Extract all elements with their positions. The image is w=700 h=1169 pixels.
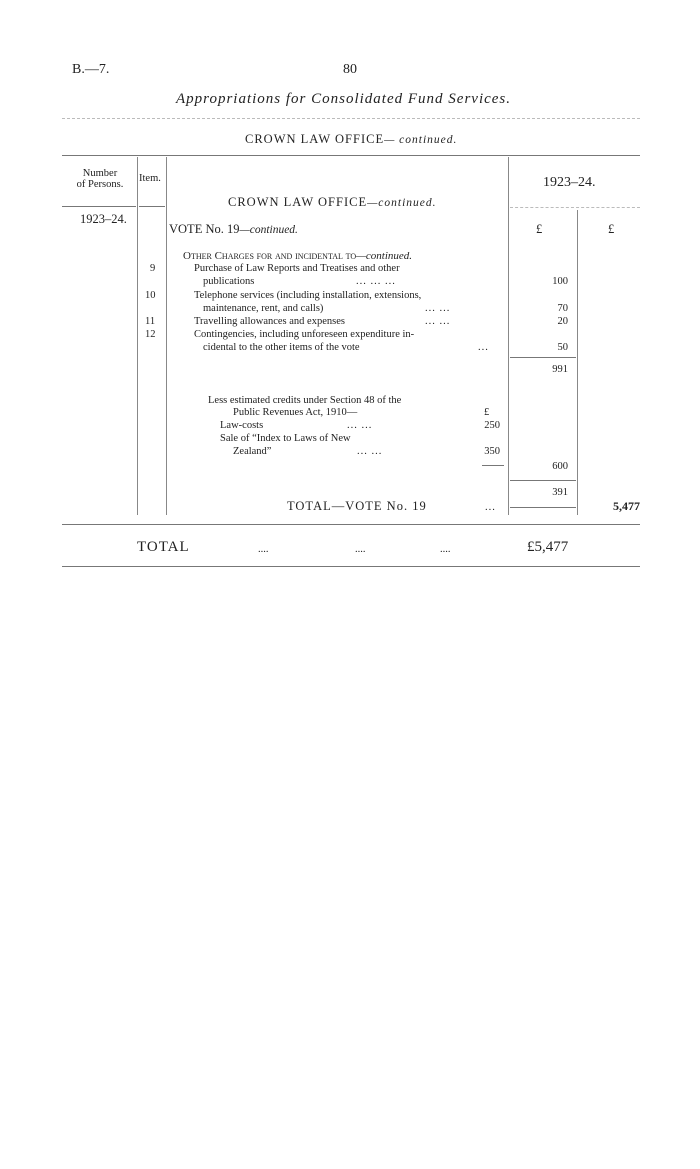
- subtotal-amount: 991: [552, 364, 568, 375]
- item-amount: 20: [557, 316, 568, 327]
- subtotal-rule: [510, 357, 576, 358]
- vote-heading-cont: —continued.: [239, 224, 298, 236]
- item-number: 9: [150, 263, 156, 274]
- net-amount: 391: [552, 487, 568, 498]
- net-rule: [510, 480, 576, 481]
- title-rule: [62, 118, 640, 119]
- item-number: 12: [145, 329, 156, 340]
- total-vote-label: TOTAL—VOTE No. 19: [287, 499, 427, 513]
- item-description-cont: publications: [203, 276, 255, 287]
- col-header-year: 1923–24.: [543, 175, 596, 190]
- col-divider-item: [166, 157, 167, 515]
- item-leader-dots: ...: [478, 342, 489, 353]
- credit-label: Law-costs: [220, 420, 264, 431]
- col-divider-persons: [137, 157, 138, 515]
- page-reference: B.—7.: [72, 62, 110, 77]
- credit-amount: 350: [484, 446, 500, 457]
- item-description-cont: cidental to the other items of the vote: [203, 342, 360, 353]
- persons-year: 1923–24.: [80, 212, 127, 226]
- col-header-item: Item.: [139, 173, 161, 184]
- section-heading-main: CROWN LAW OFFICE: [245, 132, 385, 146]
- page-number: 80: [343, 62, 357, 77]
- credits-total: 600: [552, 461, 568, 472]
- item-amount: 100: [552, 276, 568, 287]
- credit-label-cont: Zealand”: [233, 446, 272, 457]
- grand-total-amount: £5,477: [527, 539, 569, 555]
- total-vote-dots: ...: [485, 502, 496, 513]
- vote-heading-main: VOTE No. 19: [169, 222, 240, 236]
- item-description: Purchase of Law Reports and Treatises and other: [194, 263, 400, 274]
- total-vote-amount: 5,477: [613, 499, 640, 513]
- credits-total-rule: [482, 465, 504, 466]
- item-leader-dots: ... ...: [425, 303, 451, 314]
- grand-total-dots: ....: [440, 544, 451, 555]
- item-description-cont: maintenance, rent, and calls): [203, 303, 324, 314]
- page-bottom-rule: [62, 566, 640, 567]
- col-divider-amount: [577, 210, 578, 515]
- pound-sign-col1: £: [536, 222, 543, 236]
- item-header-rule: [139, 206, 165, 207]
- persons-header-rule: [62, 206, 136, 207]
- credit-amount: 250: [484, 420, 500, 431]
- other-charges-cont: —continued.: [356, 250, 413, 262]
- vote-heading: [169, 222, 298, 237]
- item-leader-dots: ... ...: [425, 316, 451, 327]
- office-heading: [228, 195, 437, 210]
- credit-leader-dots: ... ...: [347, 420, 373, 431]
- col-header-number-line2: of Persons.: [76, 179, 124, 190]
- item-number: 11: [145, 316, 156, 327]
- table-bottom-rule: [62, 524, 640, 525]
- col-header-number: [66, 168, 134, 190]
- item-description: Travelling allowances and expenses: [194, 316, 345, 327]
- section-heading-cont: — continued.: [384, 134, 458, 146]
- item-number: 10: [145, 290, 156, 301]
- credits-intro-cont: Public Revenues Act, 1910—: [233, 407, 358, 418]
- grand-total-dots: ....: [355, 544, 366, 555]
- office-heading-main: CROWN LAW OFFICE: [228, 195, 368, 209]
- net-bottom-rule: [510, 507, 576, 508]
- item-leader-dots: ... ... ...: [356, 276, 396, 287]
- grand-total-dots: ....: [258, 544, 269, 555]
- table-top-rule: [62, 155, 640, 156]
- item-description: Contingencies, including unforeseen expenditure in-: [194, 329, 415, 340]
- pound-sign-col2: £: [608, 222, 615, 236]
- credits-pound-sign: £: [484, 407, 490, 418]
- other-charges-heading: [183, 250, 412, 262]
- col-divider-desc: [508, 157, 509, 515]
- grand-total-label: TOTAL: [137, 539, 190, 555]
- year-header-rule: [510, 207, 640, 208]
- item-amount: 50: [557, 342, 568, 353]
- other-charges-label: Other Charges for and incidental to: [183, 250, 357, 262]
- credits-intro: Less estimated credits under Section 48 of the: [208, 395, 402, 406]
- credit-label: Sale of “Index to Laws of New: [220, 433, 351, 444]
- page-title: Appropriations for Consolidated Fund Services.: [176, 91, 512, 107]
- credit-leader-dots: ... ...: [357, 446, 383, 457]
- item-amount: 70: [557, 303, 568, 314]
- item-description: Telephone services (including installation, extensions,: [194, 290, 422, 301]
- col-header-number-line1: Number: [82, 168, 118, 179]
- office-heading-cont: —continued.: [367, 197, 437, 209]
- section-heading: [245, 132, 457, 147]
